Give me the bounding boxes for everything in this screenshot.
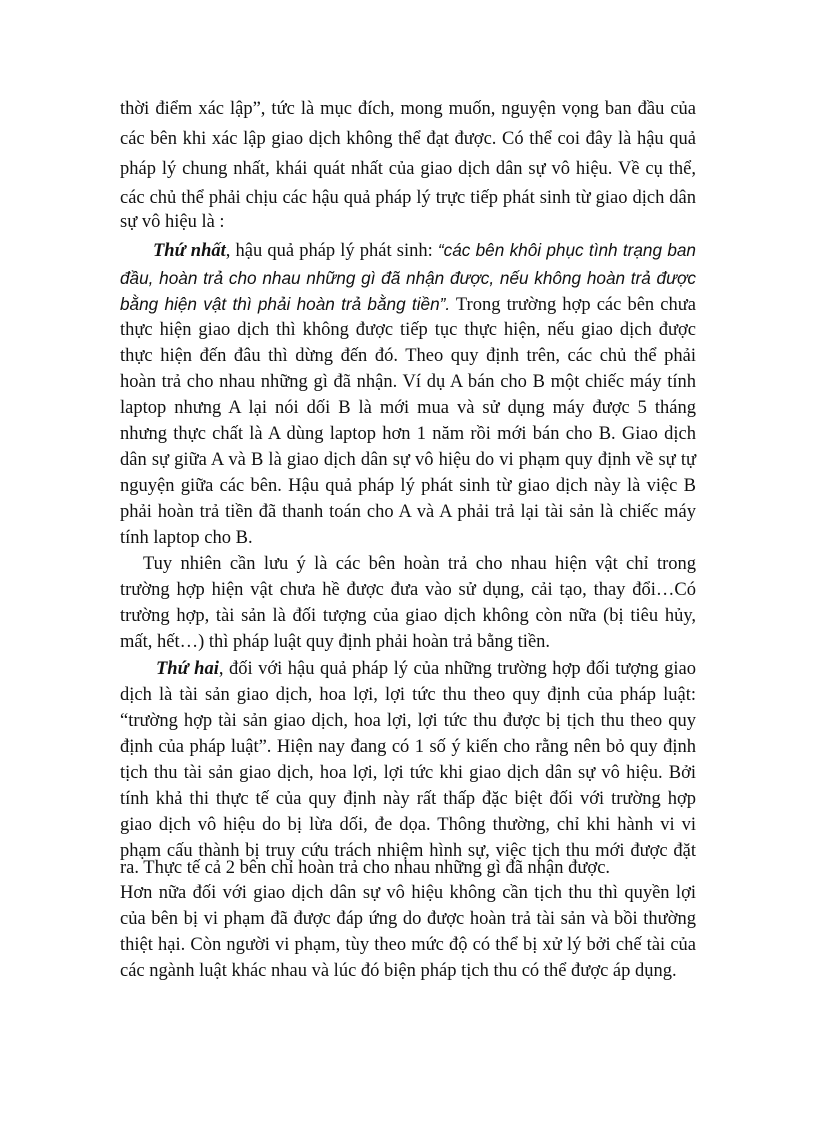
text-line: các chủ thể phải chịu các hậu quả pháp lý trực tiếp phát sinh từ giao dịch dân [120,188,696,208]
text-line: nguyện giữa các bên. Hậu quả pháp lý phát sinh từ giao dịch này là việc B [120,476,696,496]
text-line: phải hoàn trả tiền đã thanh toán cho A và A phải trả lại tài sản là chiếc máy [120,502,696,522]
text-line: nhưng thực chất là A dùng laptop hơn 1 năm rồi mới bán cho B. Giao dịch [120,424,696,444]
lead-term: Thứ nhất [153,241,226,261]
text-line: thực hiện giao dịch thì không được tiếp tục thực hiện, nếu giao dịch được [120,320,696,340]
text-line: sự vô hiệu là : [120,212,225,232]
text-line: các ngành luật khác nhau và lúc đó biện pháp tịch thu có thể được áp dụng. [120,961,677,981]
text-line: laptop nhưng A lại nói dối B là mới mua và sử dụng máy được 5 tháng [120,398,696,418]
text-line: dân sự giữa A và B là giao dịch dân sự vô hiệu do vi phạm quy định về sự tự [120,450,696,470]
text-line: hoàn trả cho nhau những gì đã nhận. Ví dụ A bán cho B một chiếc máy tính [120,372,696,392]
text-line: giao dịch vô hiệu do bị lừa dối, đe dọa. Thông thường, chỉ khi hành vi vi [120,815,696,835]
text-line: định của pháp luật”. Hiện nay đang có 1 số ý kiến cho rằng nên bỏ quy định [120,737,696,757]
text-line: Tuy nhiên cần lưu ý là các bên hoàn trả cho nhau hiện vật chỉ trong [143,554,696,574]
text-line: dịch là tài sản giao dịch, hoa lợi, lợi tức thu theo quy định của pháp luật: [120,685,696,705]
text-line: của bên bị vi phạm đã được đáp ứng do được hoàn trả tài sản và bồi thường [120,909,696,929]
text-line: các bên khi xác lập giao dịch không thể đạt được. Có thể coi đây là hậu quả [120,129,696,149]
text-line: pháp lý chung nhất, khái quát nhất của giao dịch dân sự vô hiệu. Về cụ thể, [120,159,696,179]
text-line: thiệt hại. Còn người vi phạm, tùy theo mức độ có thể bị xử lý bởi chế tài của [120,935,696,955]
text-line: tịch thu tài sản giao dịch, hoa lợi, lợi tức khi giao dịch dân sự vô hiệu. Bởi [120,763,696,783]
text-line: tính laptop cho B. [120,528,253,548]
text-line: Hơn nữa đối với giao dịch dân sự vô hiệu không cần tịch thu thì quyền lợi [120,883,696,903]
text-line: trường hợp hiện vật chưa hề được đưa vào sử dụng, cải tạo, thay đổi…Có [120,580,696,600]
text-line: đầu, hoàn trả cho nhau những gì đã nhận được, nếu không hoàn trả được [120,268,696,288]
text-line: Thứ hai, đối với hậu quả pháp lý của những trường hợp đối tượng giao [156,659,697,679]
text-line: thời điểm xác lập”, tức là mục đích, mong muốn, nguyện vọng ban đầu của [120,99,696,119]
lead-term: Thứ hai [156,659,219,679]
text-line: mất, hết…) thì pháp luật quy định phải hoàn trả bằng tiền. [120,632,551,652]
text-line: tính khả thi thực tế của quy định này rất thấp đặc biệt đối với trường hợp [120,789,696,809]
text-line: phạm cấu thành bị truy cứu trách nhiệm hình sự, việc tịch thu mới được đặt [120,841,696,861]
text-line: Thứ nhất, hậu quả pháp lý phát sinh: “các bên khôi phục tình trạng ban [153,240,696,261]
text-line: thực hiện đến đâu thì dừng đến đó. Theo quy định trên, các chủ thể phải [120,346,696,366]
text-line: trường hợp, tài sản là đối tượng của giao dịch không còn nữa (bị tiêu hủy, [120,606,696,626]
text-line: ra. Thực tế cả 2 bên chỉ hoàn trả cho nhau những gì đã nhận được. [120,858,611,878]
text-line: “trường hợp tài sản giao dịch, hoa lợi, lợi tức thu được bị tịch thu theo quy [120,711,696,731]
text-line: bằng hiện vật thì phải hoàn trả bằng tiền”. Trong trường hợp các bên chưa [120,294,696,315]
